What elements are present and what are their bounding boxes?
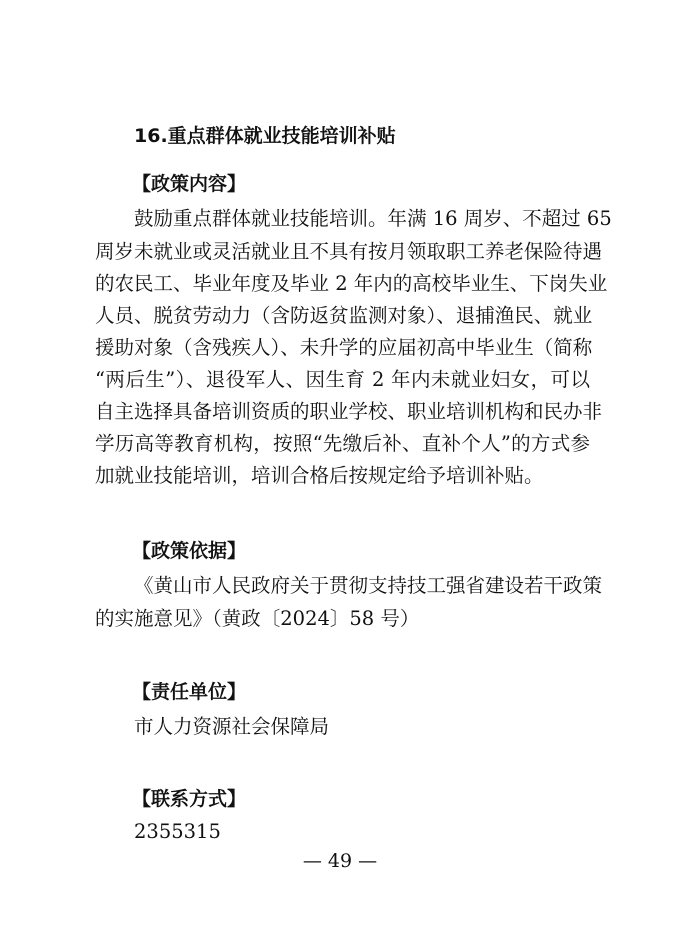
responsible-unit-label: 【责任单位】 <box>132 681 247 703</box>
responsible-unit-text: 市人力资源社会保障局 <box>134 715 330 738</box>
content-line: 鼓励重点群体就业技能培训。年满 16 周岁、不超过 65 <box>134 207 612 230</box>
policy-title: 16.重点群体就业技能培训补贴 <box>134 125 396 147</box>
content-line: 援助对象（含残疾人）、未升学的应届初高中毕业生（简称 <box>95 336 593 359</box>
content-line: 周岁未就业或灵活就业且不具有按月领取职工养老保险待遇 <box>95 240 603 263</box>
content-line: 的农民工、毕业年度及毕业 2 年内的高校毕业生、下岗失业 <box>95 272 608 295</box>
basis-line: 《黄山市人民政府关于贯彻支持技工强省建设若干政策 <box>134 574 603 597</box>
policy-content-label: 【政策内容】 <box>132 173 247 195</box>
content-line: 人员、脱贫劳动力（含防返贫监测对象）、退捕渔民、就业 <box>95 304 593 327</box>
content-line: 学历高等教育机构，按照“先缴后补、直补个人”的方式参 <box>95 432 590 455</box>
content-line: 加就业技能培训，培训合格后按规定给予培训补贴。 <box>95 464 544 487</box>
page-number: — 49 — <box>302 850 378 872</box>
contact-label: 【联系方式】 <box>132 788 247 810</box>
content-line: 自主选择具备培训资质的职业学校、职业培训机构和民办非 <box>95 400 603 423</box>
contact-phone: 2355315 <box>134 820 221 843</box>
policy-basis-label: 【政策依据】 <box>132 540 247 562</box>
content-line: “两后生”）、退役军人、因生育 2 年内未就业妇女，可以 <box>95 368 590 391</box>
basis-line: 的实施意见》（黄政〔2024〕58 号） <box>95 607 420 630</box>
